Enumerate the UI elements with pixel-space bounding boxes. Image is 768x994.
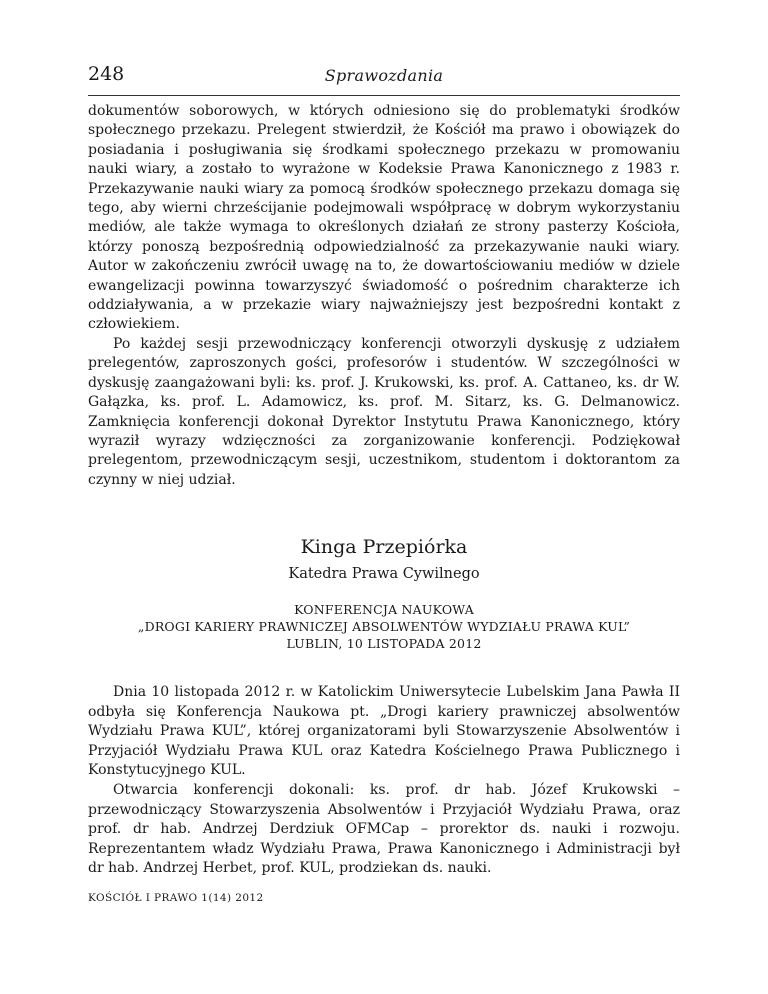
author-block: [88, 536, 680, 582]
header-rule: [88, 95, 680, 96]
title-line: KONFERENCJA NAUKOWA: [294, 602, 474, 617]
report-body: [88, 683, 680, 879]
page-number: 248: [88, 63, 125, 85]
paragraph: dokumentów soborowych, w których odniesiono się do problematyki środków społecznego przekazu. Prelegent stwierdził, że Kościół ma prawo i obowiązek do posiadania i posługiwania się środkami społecznego przekazu w promowaniu nauki wiary, a zostało to wyrażone w Kodeksie Prawa Kanonicznego z 1983 r. Przekazywanie nauki wiary za pomocą środków społecznego przekazu domaga się tego, aby wierni chrześcijanie podejmowali współpracę w dobrym wykorzystaniu mediów, ale także wymaga to określonych działań ze strony pasterzy Kościoła, którzy ponoszą bezpośrednią odpowiedzialność za przekazywanie nauki wiary. Autor w zakończeniu zwrócił uwagę na to, że dowartościowaniu mediów w dziele ewangelizacji powinna towarzyszyć świadomość o pośrednim charakterze ich oddziaływania, a w przekazie wiary najważniejszy jest bezpośredni kontakt z człowiekiem.: [88, 103, 680, 333]
paragraph: Otwarcia konferencji dokonali: ks. prof. dr hab. Józef Krukowski – przewodniczący Stowarzyszenia Absolwentów i Przyjaciół Wydziału Prawa, oraz prof. dr hab. Andrzej Derdziuk OFMCap – prorektor ds. nauki i rozwoju. Reprezentantem władz Wydziału Prawa, Prawa Kanonicznego i Administracji był dr hab. Andrzej Herbet, prof. KUL, prodziekan ds. nauki.: [88, 781, 680, 877]
paragraph: Dnia 10 listopada 2012 r. w Katolickim Uniwersytecie Lubelskim Jana Pawła II odbyła się Konferencja Naukowa pt. „Drogi kariery prawniczej absolwentów Wydziału Prawa KUL”, której organizatorami byli Stowarzyszenie Absolwentów i Przyjaciół Wydziału Prawa KUL oraz Katedra Kościelnego Prawa Publicznego i Konstytucyjnego KUL.: [88, 684, 680, 779]
title-line: „DROGI KARIERY PRAWNICZEJ ABSOLWENTÓW WYDZIAŁU PRAWA KUL”: [137, 619, 631, 634]
running-head: Sprawozdania: [324, 66, 444, 85]
title-line: LUBLIN, 10 LISTOPADA 2012: [286, 636, 482, 651]
report-title: [88, 601, 680, 652]
journal-footer: KOŚCIÓŁ I PRAWO 1(14) 2012: [88, 892, 264, 904]
report-continuation: [88, 102, 680, 490]
author-name: Kinga Przepiórka: [300, 536, 468, 558]
author-affiliation: Katedra Prawa Cywilnego: [288, 566, 480, 582]
paragraph: Po każdej sesji przewodniczący konferencji otworzyli dyskusję z udziałem prelegentów, zaproszonych gości, profesorów i studentów. W szczególności w dyskusję zaangażowani byli: ks. prof. J. Krukowski, ks. prof. A. Cattaneo, ks. dr W. Gałązka, ks. prof. L. Adamowicz, ks. prof. M. Sitarz, ks. G. Delmanowicz. Zamknięcia konferencji dokonał Dyrektor Instytutu Prawa Kanonicznego, który wyraził wyrazy wdzięczności za zorganizowanie konferencji. Podziękował prelegentom, przewodniczącym sesji, uczestnikom, studentom i doktorantom za czynny w niej udział.: [88, 335, 680, 488]
